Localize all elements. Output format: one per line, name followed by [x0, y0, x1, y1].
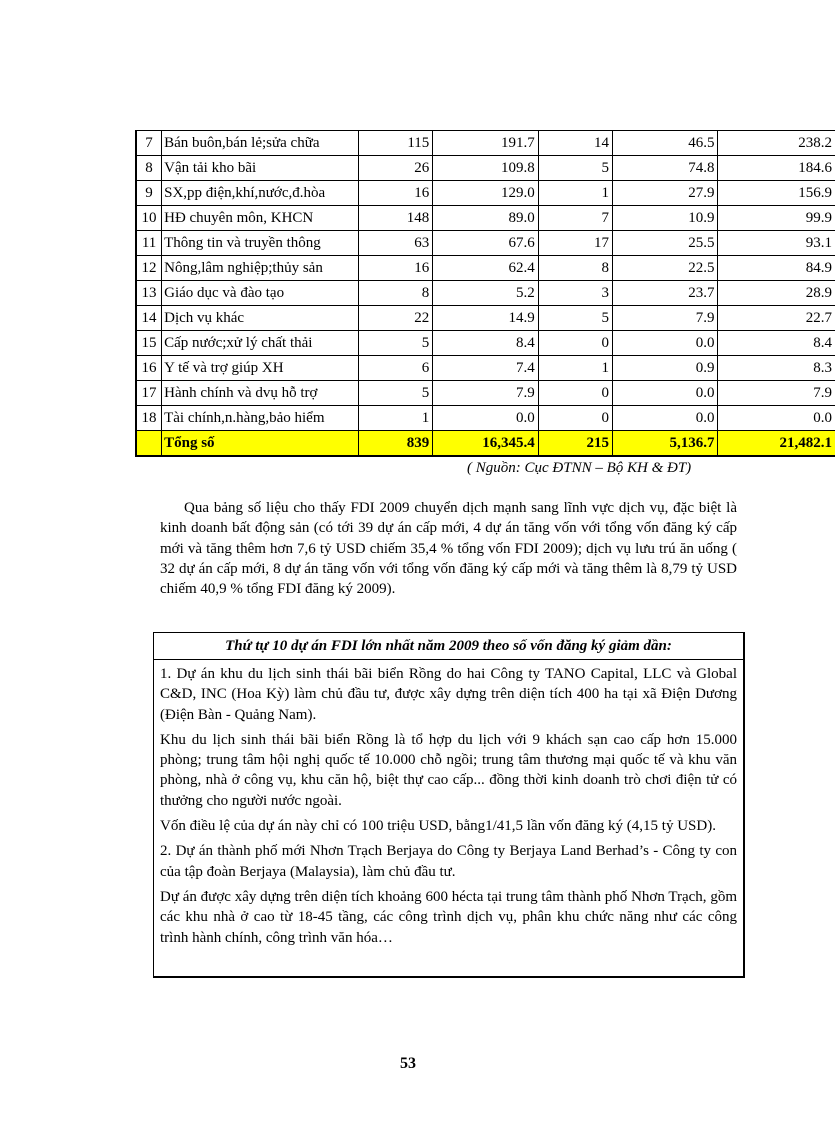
table-cell-c1: 63	[358, 231, 432, 256]
fdi-table-body	[136, 131, 835, 457]
table-cell-c3: 0	[538, 331, 612, 356]
table-cell-c2: 7.4	[433, 356, 538, 381]
table-cell-c1: 1	[358, 406, 432, 431]
table-cell-name: Bán buôn,bán lẻ;sửa chữa	[162, 131, 359, 156]
table-source-note: ( Nguồn: Cục ĐTNN – Bộ KH & ĐT)	[467, 460, 692, 476]
table-cell-c5: 93.1	[718, 231, 835, 256]
table-row	[136, 156, 835, 181]
table-cell-no: 11	[136, 231, 162, 256]
table-cell-name: Giáo dục và đào tạo	[162, 281, 359, 306]
table-cell-name: Hành chính và dvụ hỗ trợ	[162, 381, 359, 406]
table-row	[136, 231, 835, 256]
box-paragraph: 2. Dự án thành phố mới Nhơn Trạch Berjaya do Công ty Berjaya Land Berhad’s - Công ty con của tập đoàn Berjaya (Malaysia), làm chủ đầu tư.	[160, 843, 737, 880]
total-cell-c5: 21,482.1	[718, 431, 835, 457]
table-cell-c2: 0.0	[433, 406, 538, 431]
table-cell-c3: 5	[538, 156, 612, 181]
total-cell-c2: 16,345.4	[433, 431, 538, 457]
table-cell-c2: 5.2	[433, 281, 538, 306]
table-cell-c1: 26	[358, 156, 432, 181]
table-cell-c1: 115	[358, 131, 432, 156]
analysis-paragraph: Qua bảng số liệu cho thấy FDI 2009 chuyển dịch mạnh sang lĩnh vực dịch vụ, đặc biệt là kinh doanh bất động sản (có tới 39 dự án cấp mới, 4 dự án tăng vốn với tổng vốn đăng ký cấp mới và tăng thêm hơn 7,6 tỷ USD chiếm 35,4 % tổng vốn FDI 2009); dịch vụ lưu trú ăn uống ( 32 dự án cấp mới, 8 dự án tăng vốn với tổng vốn đăng ký cấp mới và tăng thêm là 8,79 tỷ USD chiếm 40,9 % tổng FDI đăng ký 2009).	[160, 500, 737, 598]
table-cell-c4: 46.5	[613, 131, 718, 156]
table-row	[136, 406, 835, 431]
table-cell-c3: 5	[538, 306, 612, 331]
table-row	[136, 256, 835, 281]
table-cell-c4: 0.0	[613, 331, 718, 356]
table-cell-c2: 129.0	[433, 181, 538, 206]
table-cell-c5: 184.6	[718, 156, 835, 181]
table-cell-c2: 89.0	[433, 206, 538, 231]
table-cell-no: 18	[136, 406, 162, 431]
table-cell-c2: 14.9	[433, 306, 538, 331]
table-cell-name: HĐ chuyên môn, KHCN	[162, 206, 359, 231]
table-cell-c3: 8	[538, 256, 612, 281]
table-cell-c4: 7.9	[613, 306, 718, 331]
table-cell-no: 7	[136, 131, 162, 156]
table-cell-c2: 8.4	[433, 331, 538, 356]
table-cell-c3: 0	[538, 406, 612, 431]
total-cell-c4: 5,136.7	[613, 431, 718, 457]
table-cell-c5: 99.9	[718, 206, 835, 231]
table-cell-c3: 17	[538, 231, 612, 256]
table-cell-c3: 1	[538, 181, 612, 206]
table-cell-c4: 0.0	[613, 381, 718, 406]
table-cell-c2: 62.4	[433, 256, 538, 281]
table-cell-c1: 6	[358, 356, 432, 381]
table-cell-c4: 0.0	[613, 406, 718, 431]
table-cell-c5: 7.9	[718, 381, 835, 406]
table-cell-c3: 14	[538, 131, 612, 156]
table-cell-name: SX,pp điện,khí,nước,đ.hòa	[162, 181, 359, 206]
box-paragraph: Vốn điều lệ của dự án này chỉ có 100 triệu USD, bằng1/41,5 lần vốn đăng ký (4,15 tỷ USD).	[160, 818, 716, 835]
table-cell-c1: 16	[358, 181, 432, 206]
table-row	[136, 331, 835, 356]
table-cell-c2: 67.6	[433, 231, 538, 256]
table-cell-no: 10	[136, 206, 162, 231]
table-cell-c4: 74.8	[613, 156, 718, 181]
table-cell-c3: 7	[538, 206, 612, 231]
table-cell-c4: 27.9	[613, 181, 718, 206]
table-cell-no: 17	[136, 381, 162, 406]
table-cell-c1: 148	[358, 206, 432, 231]
table-cell-c1: 5	[358, 331, 432, 356]
table-cell-c4: 25.5	[613, 231, 718, 256]
total-cell-c3: 215	[538, 431, 612, 457]
table-cell-c3: 1	[538, 356, 612, 381]
table-cell-c4: 10.9	[613, 206, 718, 231]
table-cell-name: Thông tin và truyền thông	[162, 231, 359, 256]
table-cell-c5: 8.4	[718, 331, 835, 356]
table-cell-no: 16	[136, 356, 162, 381]
table-row	[136, 131, 835, 156]
table-cell-c1: 16	[358, 256, 432, 281]
total-cell-label: Tổng số	[162, 431, 359, 457]
table-cell-no: 14	[136, 306, 162, 331]
table-cell-c1: 5	[358, 381, 432, 406]
table-total-row	[136, 431, 835, 457]
table-cell-name: Cấp nước;xử lý chất thải	[162, 331, 359, 356]
box-paragraph: Dự án được xây dựng trên diện tích khoảng 600 hécta tại trung tâm thành phố Nhơn Trạch, gồm các khu nhà ở cao từ 18-45 tầng, các công trình dịch vụ, phân khu chức năng như các công trình hành chính, công trình văn hóa…	[160, 888, 737, 946]
table-cell-c1: 8	[358, 281, 432, 306]
top-projects-title: Thứ tự 10 dự án FDI lớn nhất năm 2009 theo số vốn đăng ký giảm dần:	[154, 633, 743, 660]
top-projects-body	[154, 660, 743, 948]
table-cell-c5: 22.7	[718, 306, 835, 331]
top-projects-box	[153, 632, 745, 978]
fdi-sector-table-wrapper	[135, 130, 832, 457]
fdi-sector-table	[135, 130, 835, 457]
table-cell-c4: 0.9	[613, 356, 718, 381]
table-cell-c5: 238.2	[718, 131, 835, 156]
table-cell-c4: 22.5	[613, 256, 718, 281]
table-cell-name: Vận tải kho bãi	[162, 156, 359, 181]
table-row	[136, 306, 835, 331]
table-row	[136, 381, 835, 406]
table-cell-c2: 191.7	[433, 131, 538, 156]
box-paragraph: Khu du lịch sinh thái bãi biển Rồng là tổ hợp du lịch với 9 khách sạn cao cấp hơn 15.000 phòng; trung tâm hội nghị quốc tế 10.000 chỗ ngồi; trung tâm thương mại quốc tế và khu văn phòng, nhà ở công vụ, khu căn hộ, biệt thự cao cấp... đồng thời kinh doanh trò chơi điện tử có thưởng cho người nước ngoài.	[160, 731, 737, 809]
total-cell-c1: 839	[358, 431, 432, 457]
table-cell-name: Y tế và trợ giúp XH	[162, 356, 359, 381]
table-cell-c4: 23.7	[613, 281, 718, 306]
table-cell-c3: 0	[538, 381, 612, 406]
table-row	[136, 281, 835, 306]
table-cell-c5: 84.9	[718, 256, 835, 281]
table-cell-c2: 7.9	[433, 381, 538, 406]
table-row	[136, 181, 835, 206]
table-cell-c1: 22	[358, 306, 432, 331]
box-paragraph: 1. Dự án khu du lịch sinh thái bãi biển Rồng do hai Công ty TANO Capital, LLC và Global C&D, INC (Hoa Kỳ) làm chủ đầu tư, được xây dựng trên diện tích 400 ha tại xã Điện Dương (Điện Bàn - Quảng Nam).	[160, 666, 737, 723]
page-number: 53	[400, 1055, 416, 1072]
table-cell-c5: 156.9	[718, 181, 835, 206]
total-cell-empty	[136, 431, 162, 457]
table-row	[136, 356, 835, 381]
table-row	[136, 206, 835, 231]
table-cell-name: Nông,lâm nghiệp;thủy sản	[162, 256, 359, 281]
table-cell-c5: 28.9	[718, 281, 835, 306]
table-cell-no: 9	[136, 181, 162, 206]
table-cell-no: 15	[136, 331, 162, 356]
table-cell-name: Tài chính,n.hàng,bảo hiểm	[162, 406, 359, 431]
table-cell-no: 12	[136, 256, 162, 281]
table-cell-c5: 0.0	[718, 406, 835, 431]
table-cell-name: Dịch vụ khác	[162, 306, 359, 331]
table-cell-no: 8	[136, 156, 162, 181]
table-cell-no: 13	[136, 281, 162, 306]
table-cell-c2: 109.8	[433, 156, 538, 181]
table-cell-c3: 3	[538, 281, 612, 306]
table-cell-c5: 8.3	[718, 356, 835, 381]
